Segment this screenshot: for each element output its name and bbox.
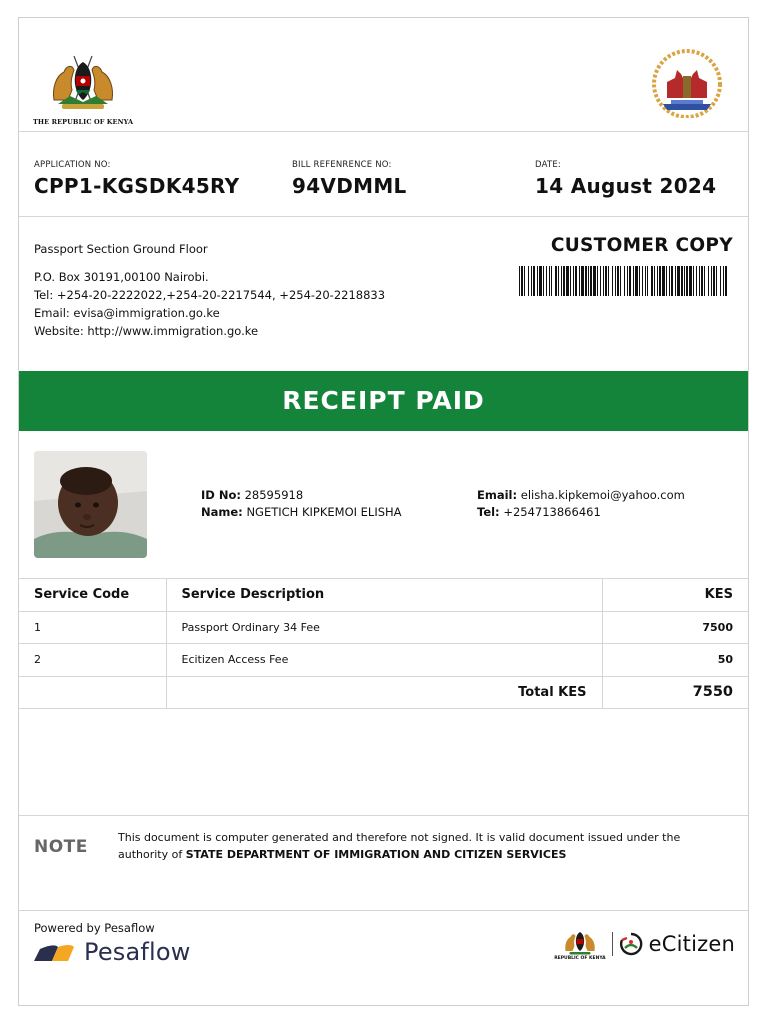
barcode-bar [651,266,653,296]
bill-reference-value: 94VDMML [292,174,407,198]
barcode-bar [713,266,715,296]
office-line: Passport Section Ground Floor [34,242,208,256]
baby-portrait-icon [34,451,147,558]
barcode-bar [693,266,694,296]
barcode-bar [624,266,625,296]
coat-of-arms-icon [48,52,118,112]
email-value: elisha.kipkemoi@yahoo.com [520,488,685,502]
barcode-bar [617,266,619,296]
service-amount-cell: 50 [602,644,748,677]
tel-label: Tel: [477,505,500,519]
pesaflow-brand-text: Pesaflow [84,938,191,966]
barcode-bar [708,266,709,296]
divider [19,216,748,217]
note-authority: STATE DEPARTMENT OF IMMIGRATION AND CITIZEN SERVICES [185,848,567,861]
barcode-bar [563,266,565,296]
barcode-bar [531,266,532,296]
barcode-bar [558,266,559,296]
barcode-bar [570,266,571,296]
empty-cell [19,676,166,709]
total-label: Total KES [166,676,602,709]
divider [19,131,748,132]
pesaflow-logo [34,938,191,966]
republic-caption: THE REPUBLIC OF KENYA [33,118,134,126]
barcode-bar [662,266,665,296]
barcode-bar [689,266,692,296]
application-number-block [34,160,239,198]
note-title: NOTE [34,837,88,857]
barcode-bar [575,266,577,296]
service-description-cell: Ecitizen Access Fee [166,644,602,677]
barcode-bar [633,266,634,296]
barcode-bar [608,266,609,296]
barcode-bar [635,266,638,296]
barcode-bar [597,266,598,296]
barcode-bar [524,266,525,296]
date-label: DATE: [535,160,561,170]
barcode-bar [543,266,544,296]
barcode-bar [716,266,717,296]
barcode-bar [549,266,550,296]
barcode-icon [519,266,727,296]
applicant-tel-row [477,504,685,521]
service-table [19,578,748,709]
ecitizen-logo [554,924,735,964]
barcode-bar [701,266,703,296]
barcode-bar [642,266,643,296]
service-amount-cell: 7500 [602,611,748,644]
barcode-bar [639,266,640,296]
barcode-bar [551,266,552,296]
name-label: Name: [201,505,243,519]
copy-type-label: CUSTOMER COPY [550,235,733,256]
service-description-cell: Passport Ordinary 34 Fee [166,611,602,644]
barcode-bar [539,266,542,296]
small-coat-of-arms-icon [562,928,598,956]
applicant-photo [34,451,147,558]
barcode-bar [620,266,621,296]
barcode-bar [645,266,646,296]
bill-reference-label: BILL REFENRENCE NO: [292,160,392,170]
immigration-emblem-icon [645,48,729,118]
barcode-bar [659,266,661,296]
column-header-description: Service Description [166,579,602,612]
barcode-bar [647,266,648,296]
barcode-bar [612,266,613,296]
service-code-cell: 1 [19,611,166,644]
barcode-bar [725,266,727,296]
barcode-bar [684,266,685,296]
note-text [118,829,718,863]
logo-separator [612,932,613,956]
office-line: Website: http://www.immigration.go.ke [34,324,259,338]
barcode-bar [605,266,607,296]
office-address [34,240,385,340]
barcode-bar [669,266,670,296]
barcode-bar [681,266,683,296]
barcode-bar [588,266,589,296]
column-header-code: Service Code [19,579,166,612]
barcode-bar [666,266,667,296]
barcode-bar [581,266,584,296]
application-number-value: CPP1-KGSDK45RY [34,174,240,198]
name-value: NGETICH KIPKEMOI ELISHA [246,505,402,519]
receipt-page [18,17,749,1006]
barcode-bar [600,266,601,296]
barcode-bar [573,266,574,296]
date-value: 14 August 2024 [535,174,717,198]
barcode-bar [537,266,538,296]
barcode-bar [528,266,529,296]
barcode-bar [704,266,705,296]
divider [19,815,748,816]
small-republic-caption: REPUBLIC OF KENYA [554,955,606,961]
bill-reference-block [292,160,407,198]
tel-value: +254713866461 [503,505,601,519]
barcode-bar [657,266,658,296]
barcode-bar [654,266,655,296]
barcode-bar [593,266,596,296]
barcode-bar [696,266,697,296]
office-line: P.O. Box 30191,00100 Nairobi. [34,270,209,284]
kenya-immigration-logo [645,48,729,118]
barcode-bar [711,266,712,296]
id-label: ID No: [201,488,241,502]
column-header-amount: KES [602,579,748,612]
barcode-bar [519,266,520,296]
applicant-contact [477,487,685,521]
pesaflow-mark-icon [34,943,74,961]
kenya-coat-of-arms-logo [33,52,133,126]
date-block [535,160,716,198]
barcode-bar [677,266,680,296]
barcode-bar [629,266,631,296]
barcode-bar [675,266,676,296]
office-line: Tel: +254-20-2222022,+254-20-2217544, +254-20-2218833 [34,288,386,302]
service-code-cell: 2 [19,644,166,677]
barcode-bar [671,266,673,296]
barcode-bar [720,266,721,296]
barcode-bar [627,266,628,296]
barcode-bar [585,266,587,296]
barcode-bar [546,266,547,296]
id-value: 28595918 [244,488,304,502]
ecitizen-emblem-icon [619,932,643,956]
powered-by-text: Powered by Pesaflow [34,921,155,935]
barcode-bar [686,266,688,296]
barcode-bar [723,266,724,296]
applicant-id-row [201,487,402,504]
barcode-bar [603,266,604,296]
office-line: Email: evisa@immigration.go.ke [34,306,220,320]
small-coat-of-arms [554,928,605,961]
applicant-name-row [201,504,402,521]
total-value: 7550 [602,676,748,709]
application-number-label: APPLICATION NO: [34,160,111,170]
note-body: This document is computer generated and therefore not signed. It is valid document issued under the authority of [118,831,681,861]
barcode-bar [615,266,616,296]
barcode-bar [521,266,523,296]
barcode-bar [561,266,562,296]
email-label: Email: [477,488,518,502]
table-row [19,644,748,677]
applicant-email-row [477,487,685,504]
barcode-bar [555,266,557,296]
barcode-bar [699,266,700,296]
table-total-row [19,676,748,709]
barcode-bar [566,266,569,296]
barcode-bar [590,266,592,296]
table-header-row [19,579,748,612]
barcode-bar [533,266,535,296]
ecitizen-brand-text: eCitizen [648,932,735,956]
divider [19,910,748,911]
applicant-id-name [201,487,402,521]
barcode-bar [579,266,580,296]
receipt-status-banner: RECEIPT PAID [19,371,748,431]
table-row [19,611,748,644]
